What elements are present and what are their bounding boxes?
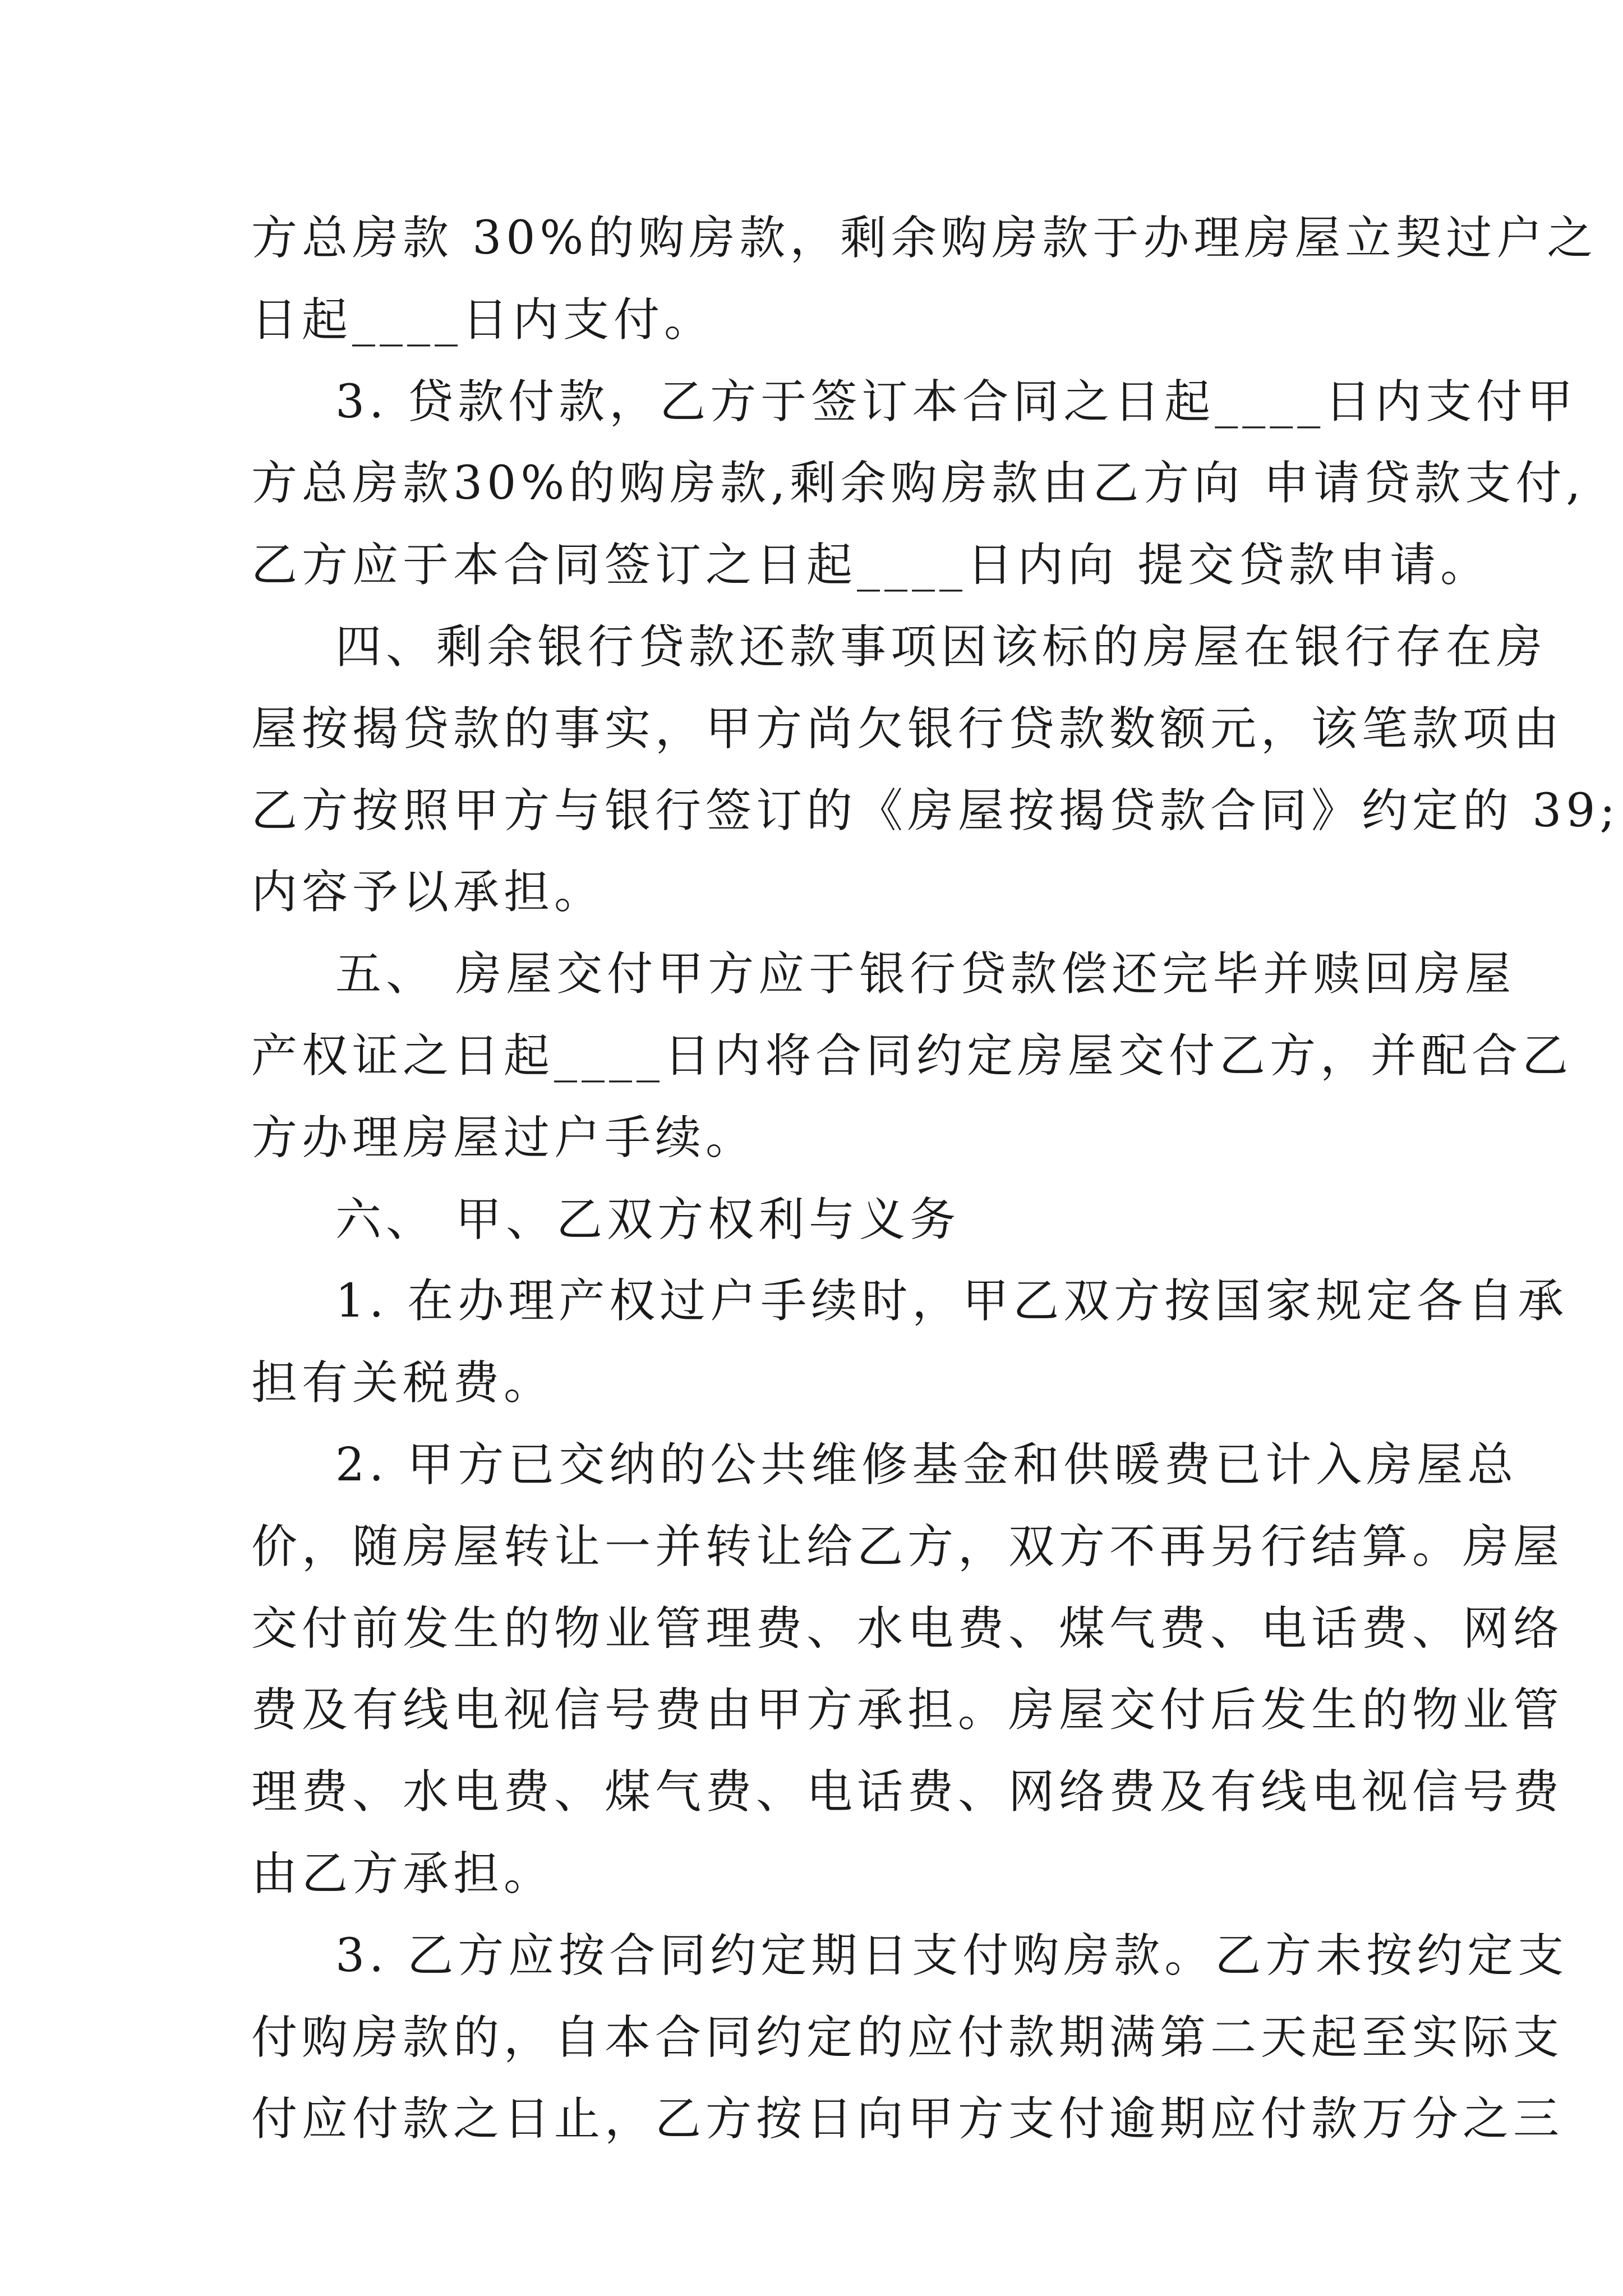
text-line: 产权证之日起____日内将合同约定房屋交付乙方，并配合乙 xyxy=(251,1029,1573,1083)
text-line: 2. 甲方已交纳的公共维修基金和供暖费已计入房屋总 xyxy=(335,1438,1518,1492)
text-line: 方总房款 30%的购房款，剩余购房款于办理房屋立契过户之 xyxy=(251,211,1598,265)
text-line: 理费、水电费、煤气费、电话费、网络费及有线电视信号费 xyxy=(251,1765,1564,1819)
text-line: 担有关税费。 xyxy=(251,1356,555,1410)
text-line: 付应付款之日止，乙方按日向甲方支付逾期应付款万分之三 xyxy=(251,2092,1564,2146)
contract-body-text xyxy=(251,197,1620,2160)
text-line: 费及有线电视信号费由甲方承担。房屋交付后发生的物业管 xyxy=(251,1683,1564,1737)
text-line: 乙方应于本合同签订之日起____日内向 提交贷款申请。 xyxy=(251,539,1491,592)
text-line: 付购房款的，自本合同约定的应付款期满第二天起至实际支 xyxy=(251,2010,1564,2064)
text-line: 五、 房屋交付甲方应于银行贷款偿还完毕并赎回房屋 xyxy=(335,947,1516,1001)
text-line: 方办理房屋过户手续。 xyxy=(251,1111,757,1165)
text-line: 3. 贷款付款，乙方于签订本合同之日起____日内支付甲 xyxy=(335,375,1578,429)
text-line: 内容予以承担。 xyxy=(251,866,605,919)
text-line: 由乙方承担。 xyxy=(251,1847,555,1901)
text-line: 1. 在办理产权过户手续时，甲乙双方按国家规定各自承 xyxy=(335,1274,1569,1328)
text-line: 六、 甲、乙双方权利与义务 xyxy=(335,1193,961,1246)
text-line: 3. 乙方应按合同约定期日支付购房款。乙方未按约定支 xyxy=(335,1929,1569,1982)
text-line: 日起____日内支付。 xyxy=(251,293,715,347)
text-line: 价，随房屋转让一并转让给乙方，双方不再另行结算。房屋 xyxy=(251,1520,1564,1573)
text-line: 方总房款30%的购房款,剩余购房款由乙方向 申请贷款支付, xyxy=(251,457,1585,510)
text-line: 四、剩余银行贷款还款事项因该标的房屋在银行存在房 xyxy=(335,620,1547,674)
text-line: 乙方按照甲方与银行签订的《房屋按揭贷款合同》约定的 39; xyxy=(251,784,1620,838)
text-line: 屋按揭贷款的事实，甲方尚欠银行贷款数额元，该笔款项由 xyxy=(251,702,1564,756)
text-line: 交付前发生的物业管理费、水电费、煤气费、电话费、网络 xyxy=(251,1602,1564,1655)
